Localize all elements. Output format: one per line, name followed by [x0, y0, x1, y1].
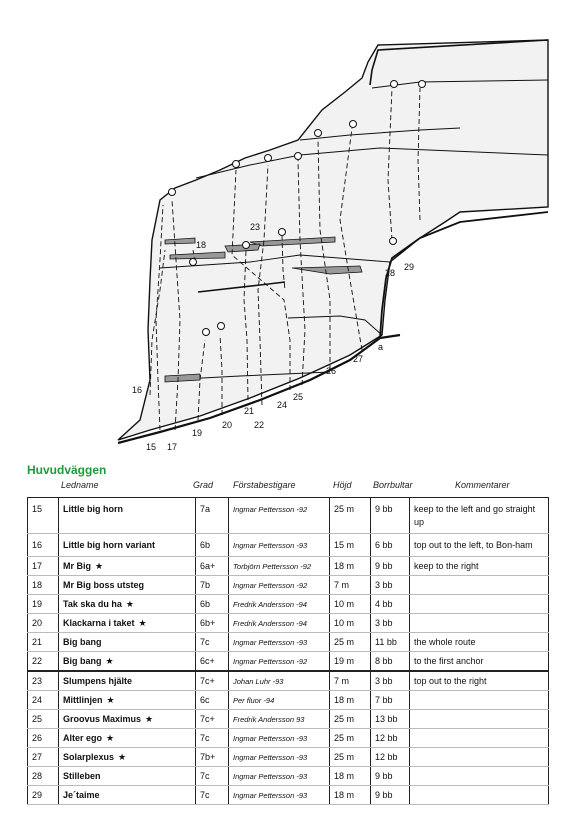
route-bolts: 9 bb	[371, 767, 410, 786]
route-bolts: 3 bb	[371, 576, 410, 595]
route-name-text: Solarplexus	[63, 752, 115, 762]
route-height: 10 m	[330, 614, 371, 633]
route-name-text: Mittlinjen	[63, 695, 103, 705]
route-label-27: 27	[353, 354, 364, 364]
route-grade: 7c+	[196, 671, 229, 691]
route-comment	[410, 729, 549, 748]
table-row	[28, 614, 549, 633]
route-number: 28	[28, 767, 59, 786]
route-height: 18 m	[330, 557, 371, 576]
route-number: 23	[28, 671, 59, 691]
route-bolts: 12 bb	[371, 729, 410, 748]
star-icon: ★	[118, 752, 127, 762]
route-comment	[410, 710, 549, 729]
route-comment	[410, 786, 549, 805]
route-name	[59, 786, 196, 805]
route-height: 25 m	[330, 729, 371, 748]
route-height: 7 m	[330, 671, 371, 691]
route-name-text: Big bang	[63, 656, 102, 666]
route-first-ascent: Ingmar Pettersson -92	[229, 498, 330, 534]
route-label-21: 21	[244, 406, 255, 416]
route-grade: 7b+	[196, 748, 229, 767]
route-label-26: 26	[326, 366, 337, 376]
anchor	[169, 189, 176, 196]
route-grade: 7c+	[196, 710, 229, 729]
route-grade: 6b+	[196, 614, 229, 633]
route-name	[59, 652, 196, 672]
route-name	[59, 576, 196, 595]
route-number: 29	[28, 786, 59, 805]
route-name-text: Je´taime	[63, 790, 100, 800]
route-grade: 6c+	[196, 652, 229, 672]
route-bolts: 8 bb	[371, 652, 410, 672]
route-height: 25 m	[330, 498, 371, 534]
star-icon: ★	[106, 733, 115, 743]
table-row	[28, 691, 549, 710]
route-comment	[410, 767, 549, 786]
route-bolts: 12 bb	[371, 748, 410, 767]
column-headers	[27, 478, 549, 492]
route-label-29: 29	[404, 262, 415, 272]
route-comment: top out to the right	[410, 671, 549, 691]
route-bolts: 3 bb	[371, 671, 410, 691]
route-table-body	[28, 498, 549, 805]
route-number: 25	[28, 710, 59, 729]
route-number: 19	[28, 595, 59, 614]
anchor	[315, 130, 322, 137]
route-grade: 6b	[196, 534, 229, 557]
route-comment	[410, 691, 549, 710]
route-name	[59, 691, 196, 710]
route-height: 18 m	[330, 786, 371, 805]
route-number: 20	[28, 614, 59, 633]
table-row	[28, 710, 549, 729]
route-height: 10 m	[330, 595, 371, 614]
route-first-ascent: Ingmar Pettersson -92	[229, 576, 330, 595]
route-name-text: Slumpens hjälte	[63, 676, 133, 686]
table-row	[28, 729, 549, 748]
route-grade: 7a	[196, 498, 229, 534]
route-table	[27, 497, 549, 805]
route-grade: 7c	[196, 767, 229, 786]
route-number: 18	[28, 576, 59, 595]
route-label-23: 23	[250, 222, 261, 232]
route-grade: 7c	[196, 786, 229, 805]
table-row	[28, 576, 549, 595]
route-name-text: Little big horn variant	[63, 540, 156, 550]
route-first-ascent: Ingmar Pettersson -92	[229, 652, 330, 672]
route-bolts: 4 bb	[371, 595, 410, 614]
header-comments: Kommentarer	[455, 480, 510, 490]
route-name-text: Klackarna i taket	[63, 618, 135, 628]
route-height: 25 m	[330, 710, 371, 729]
route-name	[59, 748, 196, 767]
header-name: Ledname	[61, 480, 99, 490]
route-name-text: Mr Big	[63, 561, 91, 571]
route-number: 26	[28, 729, 59, 748]
route-name	[59, 557, 196, 576]
route-number: 24	[28, 691, 59, 710]
anchor	[243, 242, 250, 249]
route-bolts: 11 bb	[371, 633, 410, 652]
route-label-18: 18	[196, 240, 207, 250]
route-label-19: 19	[192, 428, 203, 438]
route-grade: 7c	[196, 729, 229, 748]
anchor	[391, 81, 398, 88]
route-comment: keep to the right	[410, 557, 549, 576]
star-icon: ★	[106, 695, 115, 705]
anchor	[419, 81, 426, 88]
route-number: 27	[28, 748, 59, 767]
route-comment	[410, 576, 549, 595]
route-height: 18 m	[330, 691, 371, 710]
table-row	[28, 786, 549, 805]
route-name-text: Groovus Maximus	[63, 714, 142, 724]
route-first-ascent: Ingmar Pettersson -93	[229, 786, 330, 805]
table-row	[28, 748, 549, 767]
route-height: 25 m	[330, 633, 371, 652]
route-comment: keep to the left and go straight up	[410, 498, 549, 534]
route-height: 15 m	[330, 534, 371, 557]
route-number: 17	[28, 557, 59, 576]
anchor	[233, 161, 240, 168]
route-height: 19 m	[330, 652, 371, 672]
section-title: Huvudväggen	[27, 463, 107, 477]
anchor	[203, 329, 210, 336]
route-name	[59, 767, 196, 786]
route-name-text: Tak ska du ha	[63, 599, 122, 609]
route-bolts: 3 bb	[371, 614, 410, 633]
anchor	[295, 153, 302, 160]
route-bolts: 6 bb	[371, 534, 410, 557]
anchor	[390, 238, 397, 245]
route-label-20: 20	[222, 420, 233, 430]
route-first-ascent: Ingmar Pettersson -93	[229, 633, 330, 652]
route-name-text: Big bang	[63, 637, 102, 647]
route-number: 21	[28, 633, 59, 652]
route-comment	[410, 595, 549, 614]
route-grade: 7b	[196, 576, 229, 595]
route-number: 15	[28, 498, 59, 534]
route-label-15: 15	[146, 442, 157, 452]
route-grade: 7c	[196, 633, 229, 652]
route-name	[59, 710, 196, 729]
route-first-ascent: Johan Luhr -93	[229, 671, 330, 691]
route-first-ascent: Fredrik Andersson -94	[229, 614, 330, 633]
route-name	[59, 534, 196, 557]
anchor	[279, 229, 286, 236]
route-name	[59, 633, 196, 652]
route-label-16: 16	[132, 385, 143, 395]
route-comment	[410, 748, 549, 767]
header-height: Höjd	[333, 480, 352, 490]
route-first-ascent: Per fluor -94	[229, 691, 330, 710]
route-height: 25 m	[330, 748, 371, 767]
route-label-24: 24	[277, 400, 288, 410]
route-first-ascent: Fredrik Andersson 93	[229, 710, 330, 729]
route-label-17: 17	[167, 442, 178, 452]
route-number: 22	[28, 652, 59, 672]
route-bolts: 9 bb	[371, 498, 410, 534]
star-icon: ★	[145, 714, 154, 724]
anchor	[218, 323, 225, 330]
route-name-text: Mr Big boss utsteg	[63, 580, 145, 590]
table-row	[28, 595, 549, 614]
route-grade: 6c	[196, 691, 229, 710]
route-name	[59, 498, 196, 534]
route-comment: the whole route	[410, 633, 549, 652]
route-name-text: Little big horn	[63, 504, 123, 514]
route-label-28: 28	[385, 268, 396, 278]
route-name	[59, 614, 196, 633]
route-first-ascent: Ingmar Pettersson -93	[229, 729, 330, 748]
route-name	[59, 729, 196, 748]
route-comment: top out to the left, to Bon-ham	[410, 534, 549, 557]
route-name	[59, 595, 196, 614]
route-first-ascent: Ingmar Pettersson -93	[229, 767, 330, 786]
table-row	[28, 557, 549, 576]
route-bolts: 9 bb	[371, 557, 410, 576]
anchor	[350, 121, 357, 128]
table-row	[28, 534, 549, 557]
table-row	[28, 652, 549, 672]
route-bolts: 9 bb	[371, 786, 410, 805]
header-grade: Grad	[193, 480, 214, 490]
route-name-text: Alter ego	[63, 733, 103, 743]
route-bolts: 7 bb	[371, 691, 410, 710]
route-comment: to the first anchor	[410, 652, 549, 672]
anchor	[265, 155, 272, 162]
sector-label-a: a	[378, 342, 384, 352]
route-name-text: Stilleben	[63, 771, 101, 781]
route-label-22: 22	[254, 420, 265, 430]
route-label-25: 25	[293, 392, 304, 402]
route-bolts: 13 bb	[371, 710, 410, 729]
route-first-ascent: Ingmar Pettersson -93	[229, 748, 330, 767]
star-icon: ★	[138, 618, 147, 628]
route-grade: 6a+	[196, 557, 229, 576]
route-height: 7 m	[330, 576, 371, 595]
table-row	[28, 633, 549, 652]
anchor	[190, 259, 197, 266]
star-icon: ★	[95, 561, 104, 571]
header-first-ascent: Förstabestigare	[233, 480, 296, 490]
route-first-ascent: Fredrik Andersson -94	[229, 595, 330, 614]
table-row	[28, 767, 549, 786]
table-row	[28, 671, 549, 691]
route-height: 18 m	[330, 767, 371, 786]
route-first-ascent: Ingmar Pettersson -93	[229, 534, 330, 557]
route-first-ascent: Torbjörn Pettersson -92	[229, 557, 330, 576]
route-name	[59, 671, 196, 691]
route-comment	[410, 614, 549, 633]
star-icon: ★	[125, 599, 134, 609]
route-grade: 6b	[196, 595, 229, 614]
header-bolts: Borrbultar	[373, 480, 413, 490]
star-icon: ★	[105, 656, 114, 666]
table-row	[28, 498, 549, 534]
route-number: 16	[28, 534, 59, 557]
